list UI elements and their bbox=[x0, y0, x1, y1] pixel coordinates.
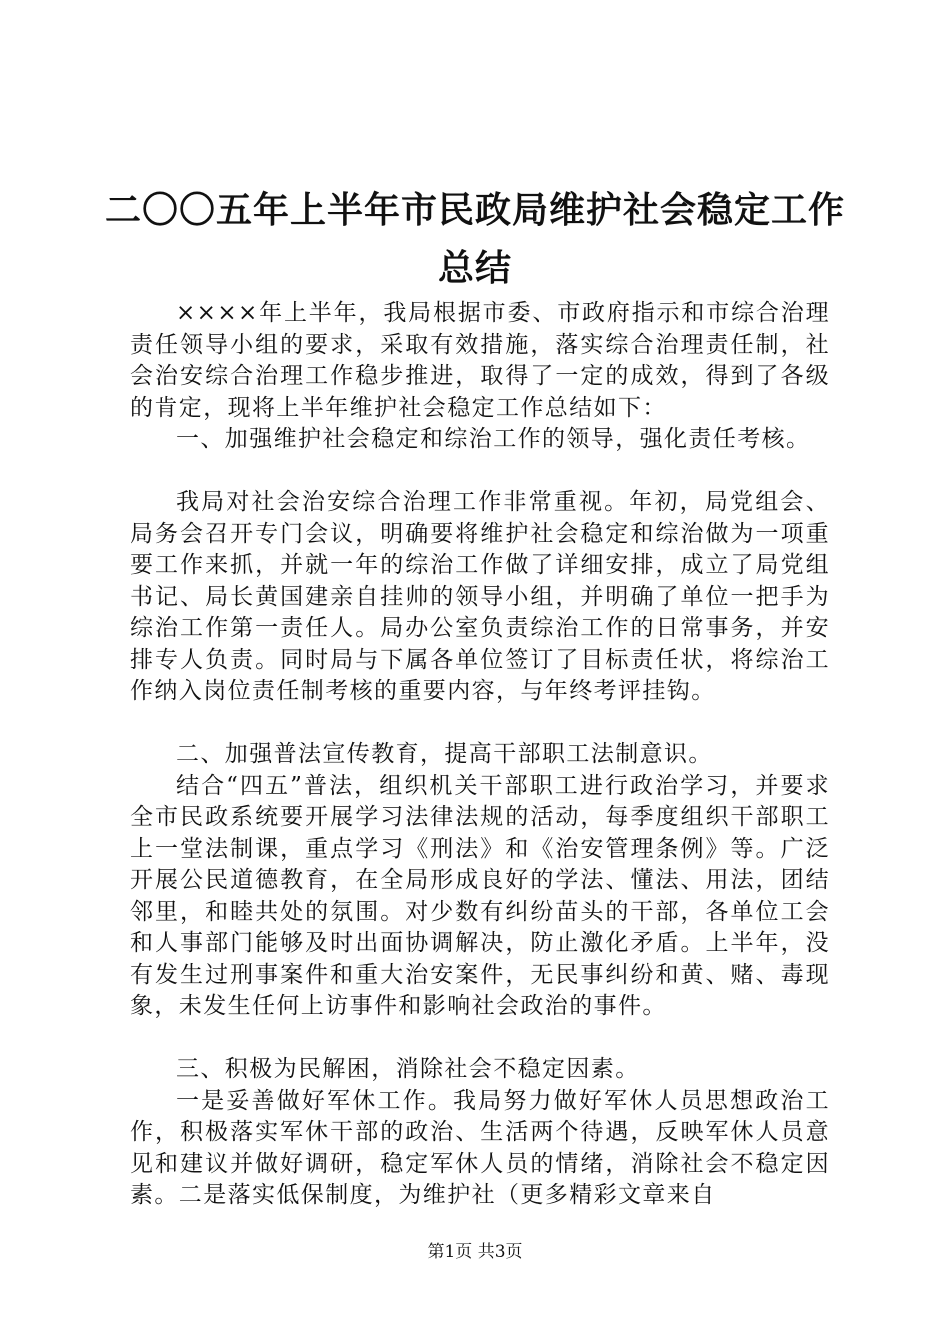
section-3-paragraph: 一是妥善做好军休工作。我局努力做好军休人员思想政治工作，积极落实军休干部的政治、生活两个待遇，反映军休人员意见和建议并做好调研，稳定军休人员的情绪，消除社会不稳定因素。二是落实低保制度，为维护社（更多精彩文章来自 bbox=[130, 1087, 830, 1208]
paragraph-spacer bbox=[130, 1023, 830, 1055]
section-1-paragraph: 我局对社会治安综合治理工作非常重视。年初，局党组会、局务会召开专门会议，明确要将维护社会稳定和综治做为一项重要工作来抓，并就一年的综治工作做了详细安排，成立了局党组书记、局长黄国建亲自挂帅的领导小组，并明确了单位一把手为综治工作第一责任人。局办公室负责综治工作的日常事务，并安排专人负责。同时局与下属各单位签订了目标责任状，将综治工作纳入岗位责任制考核的重要内容，与年终考评挂钩。 bbox=[130, 489, 830, 704]
section-heading-3: 三、积极为民解困，消除社会不稳定因素。 bbox=[176, 1056, 640, 1082]
section-2-paragraph: 结合“四五”普法，组织机关干部职工进行政治学习，并要求全市民政系统要开展学习法律法规的活动，每季度组织干部职工上一堂法制课，重点学习《刑法》和《治安管理条例》等。广泛开展公民道德教育，在全局形成良好的学法、懂法、用法，团结邻里，和睦共处的氛围。对少数有纠纷苗头的干部，各单位工会和人事部门能够及时出面协调解决，防止激化矛盾。上半年，没有发生过刑事案件和重大治安案件，无民事纠纷和黄、赌、毒现象，未发生任何上访事件和影响社会政治的事件。 bbox=[130, 772, 830, 1019]
document-title-line-2: 总结 bbox=[437, 247, 512, 289]
paragraph-spacer bbox=[130, 708, 830, 740]
paragraph-spacer bbox=[130, 456, 830, 488]
intro-paragraph: ××××年上半年，我局根据市委、市政府指示和市综合治理责任领导小组的要求，采取有效措施，落实综合治理责任制，社会治安综合治理工作稳步推进，取得了一定的成效，得到了各级的肯定，现将上半年维护社会稳定工作总结如下： bbox=[130, 300, 830, 421]
document-body bbox=[130, 298, 830, 1212]
document-title-line-1: 二〇〇五年上半年市民政局维护社会稳定工作 bbox=[104, 189, 845, 231]
section-heading-1: 一、加强维护社会稳定和综治工作的领导，强化责任考核。 bbox=[176, 426, 811, 452]
page-footer: 第1页 共3页 bbox=[427, 1242, 523, 1262]
section-heading-2: 二、加强普法宣传教育，提高干部职工法制意识。 bbox=[176, 741, 713, 767]
